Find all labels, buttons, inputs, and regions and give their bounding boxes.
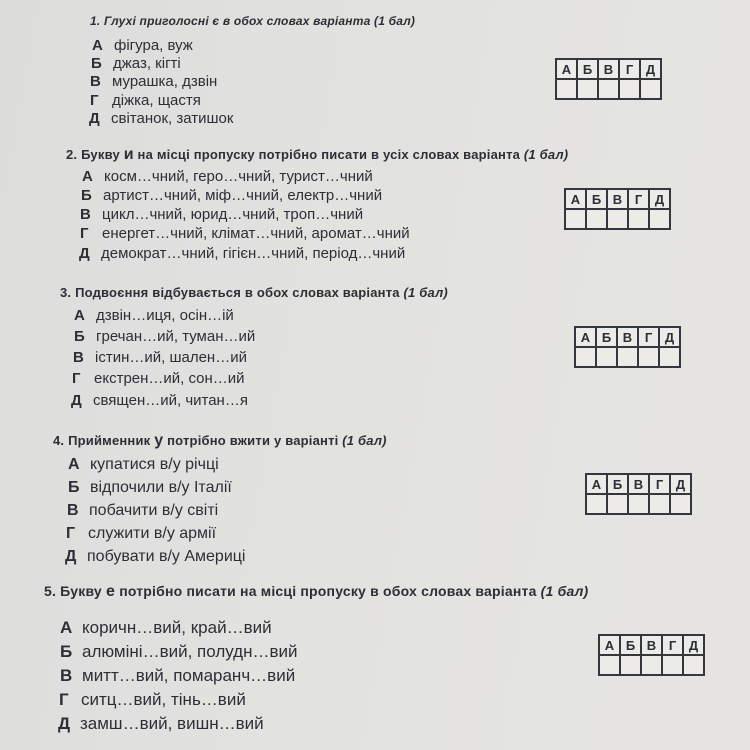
answer-grid (585, 473, 692, 515)
option-b (68, 479, 232, 497)
option-a (92, 37, 193, 54)
option-a (60, 618, 272, 638)
option-text: джаз, кігті (113, 55, 181, 72)
answer-cell-a[interactable] (556, 79, 577, 99)
grid-header-d: Г (649, 474, 670, 494)
option-c (80, 206, 363, 223)
answer-cell-d[interactable] (628, 209, 649, 229)
option-e (65, 548, 245, 566)
answer-cell-a[interactable] (599, 655, 620, 675)
option-text: світанок, затишок (111, 110, 234, 127)
option-letter: Г (66, 525, 76, 542)
option-text: коричн…вий, край…вий (82, 618, 272, 637)
grid-header-e: Д (640, 59, 661, 79)
answer-cell-e[interactable] (640, 79, 661, 99)
answer-cell-b[interactable] (620, 655, 641, 675)
grid-header-a: А (575, 327, 596, 347)
option-letter: А (82, 168, 93, 185)
grid-header-a: А (586, 474, 607, 494)
grid-header-b: Б (620, 635, 641, 655)
grid-header-a: А (599, 635, 620, 655)
question-points: (1 бал) (403, 285, 448, 300)
option-letter: Б (81, 187, 92, 204)
grid-header-c: В (617, 327, 638, 347)
grid-header-d: Г (628, 189, 649, 209)
option-d (80, 225, 410, 242)
grid-header-b: Б (577, 59, 598, 79)
option-text: побачити в/у світі (89, 502, 219, 519)
question-points: (1 бал) (540, 583, 589, 599)
option-letter: Г (80, 225, 89, 242)
option-text: гречан…ий, туман…ий (96, 328, 256, 345)
option-text: цикл…чний, юрид…чний, троп…чний (102, 206, 364, 223)
question-text: Подвоєння відбувається в обох словах варіанта (75, 285, 400, 300)
option-text: косм…чний, геро…чний, турист…чний (104, 168, 373, 185)
question-title (90, 14, 415, 28)
question-points: (1 бал) (342, 433, 387, 448)
question-text: Прийменник (68, 433, 151, 448)
option-text: ситц…вий, тінь…вий (81, 690, 246, 709)
option-text: купатися в/у річці (90, 456, 219, 473)
question-title (53, 432, 387, 450)
answer-cell-e[interactable] (683, 655, 704, 675)
option-text: замш…вий, вишн…вий (80, 714, 264, 733)
option-b (91, 55, 181, 72)
question-points: (1 бал) (374, 14, 416, 28)
option-letter: Д (65, 548, 77, 565)
question-text: Глухі приголосні є в обох словах варіанта (103, 14, 371, 28)
option-a (68, 456, 219, 474)
answer-cell-b[interactable] (577, 79, 598, 99)
question-number: 3. (60, 285, 72, 300)
answer-cell-d[interactable] (662, 655, 683, 675)
answer-cell-c[interactable] (641, 655, 662, 675)
option-letter: А (92, 37, 103, 54)
option-letter: А (60, 618, 73, 637)
answer-grid (564, 188, 671, 230)
grid-header-d: Г (619, 59, 640, 79)
question-text-continued: потрібно писати на місці пропуску в обох словах варіанта (119, 583, 537, 599)
answer-cell-a[interactable] (575, 347, 596, 367)
option-text: екстрен…ий, сон…ий (94, 370, 245, 387)
answer-cell-e[interactable] (649, 209, 670, 229)
option-text: фігура, вуж (114, 37, 193, 54)
grid-header-c: В (628, 474, 649, 494)
answer-cell-c[interactable] (628, 494, 649, 514)
option-letter: Д (89, 110, 100, 127)
answer-cell-b[interactable] (596, 347, 617, 367)
grid-header-a: А (565, 189, 586, 209)
option-text: демократ…чний, гігієн…чний, період…чний (101, 245, 406, 262)
question-number: 4. (53, 433, 65, 448)
grid-header-e: Д (649, 189, 670, 209)
option-letter: Д (79, 245, 90, 262)
question-text: Букву (81, 147, 120, 162)
option-e (89, 110, 233, 127)
option-text: служити в/у армії (88, 525, 217, 542)
option-a (74, 307, 234, 324)
question-text-continued: на місці пропуску потрібно писати в усіх словах варіанта (137, 147, 521, 162)
grid-header-b: Б (586, 189, 607, 209)
option-d (90, 92, 201, 109)
option-b (60, 642, 298, 662)
option-text: священ…ий, читан…я (93, 392, 248, 409)
option-letter: Б (68, 479, 80, 496)
option-e (58, 714, 264, 734)
option-d (72, 370, 245, 387)
option-letter: А (74, 307, 85, 324)
option-c (67, 502, 218, 520)
answer-grid (555, 58, 662, 100)
grid-header-b: Б (596, 327, 617, 347)
question-number: 5. (44, 583, 57, 599)
answer-cell-d[interactable] (649, 494, 670, 514)
option-letter: В (80, 206, 91, 223)
option-text: дзвін…иця, осін…ій (96, 307, 234, 324)
answer-grid (574, 326, 681, 368)
option-letter: Г (72, 370, 81, 387)
question-points: (1 бал) (523, 147, 569, 162)
option-letter: Б (91, 55, 102, 72)
question-text: Букву (60, 583, 102, 599)
grid-header-c: В (641, 635, 662, 655)
answer-cell-e[interactable] (659, 347, 680, 367)
option-letter: А (68, 456, 80, 473)
option-d (59, 690, 246, 710)
question-title (66, 146, 568, 164)
option-letter: В (90, 73, 101, 90)
option-b (74, 328, 255, 345)
option-e (79, 245, 405, 262)
question-title (44, 583, 588, 601)
question-number: 2. (66, 147, 78, 162)
option-text: побувати в/у Америці (87, 548, 246, 565)
answer-cell-c[interactable] (617, 347, 638, 367)
question-key-letter: у (154, 432, 164, 449)
option-c (90, 73, 217, 90)
option-letter: Б (74, 328, 85, 345)
option-c (60, 666, 295, 686)
answer-grid (598, 634, 705, 676)
option-letter: В (67, 502, 79, 519)
option-text: артист…чний, міф…чний, електр…чний (103, 187, 383, 204)
option-text: істин…ий, шален…ий (95, 349, 247, 366)
grid-header-d: Г (662, 635, 683, 655)
question-text-continued: потрібно вжити у варіанті (167, 433, 339, 448)
grid-header-a: А (556, 59, 577, 79)
grid-header-d: Г (638, 327, 659, 347)
grid-header-e: Д (683, 635, 704, 655)
option-letter: Г (90, 92, 99, 109)
grid-header-c: В (598, 59, 619, 79)
answer-cell-e[interactable] (670, 494, 691, 514)
answer-cell-b[interactable] (586, 209, 607, 229)
answer-cell-a[interactable] (565, 209, 586, 229)
option-e (71, 392, 248, 409)
option-letter: В (73, 349, 84, 366)
option-d (66, 525, 216, 543)
answer-cell-c[interactable] (598, 79, 619, 99)
answer-cell-a[interactable] (586, 494, 607, 514)
answer-cell-d[interactable] (619, 79, 640, 99)
question-number: 1. (90, 14, 101, 28)
option-a (82, 168, 373, 185)
answer-cell-b[interactable] (607, 494, 628, 514)
option-text: енергет…чний, клімат…чний, аромат…чний (102, 225, 410, 242)
question-title (60, 285, 448, 300)
option-text: митт…вий, помаранч…вий (82, 666, 296, 685)
option-text: діжка, щастя (112, 92, 201, 109)
option-c (73, 349, 247, 366)
answer-cell-d[interactable] (638, 347, 659, 367)
option-letter: Д (71, 392, 82, 409)
option-text: алюміні…вий, полудн…вий (82, 642, 298, 661)
option-b (81, 187, 382, 204)
option-text: мурашка, дзвін (112, 73, 218, 90)
answer-cell-c[interactable] (607, 209, 628, 229)
option-letter: Б (60, 642, 73, 661)
grid-header-e: Д (659, 327, 680, 347)
grid-header-e: Д (670, 474, 691, 494)
option-text: відпочили в/у Італії (90, 479, 232, 496)
grid-header-b: Б (607, 474, 628, 494)
grid-header-c: В (607, 189, 628, 209)
option-letter: Д (58, 714, 71, 733)
question-key-letter: е (105, 583, 116, 600)
option-letter: Г (59, 690, 69, 709)
question-key-letter: и (123, 146, 134, 163)
option-letter: В (60, 666, 73, 685)
